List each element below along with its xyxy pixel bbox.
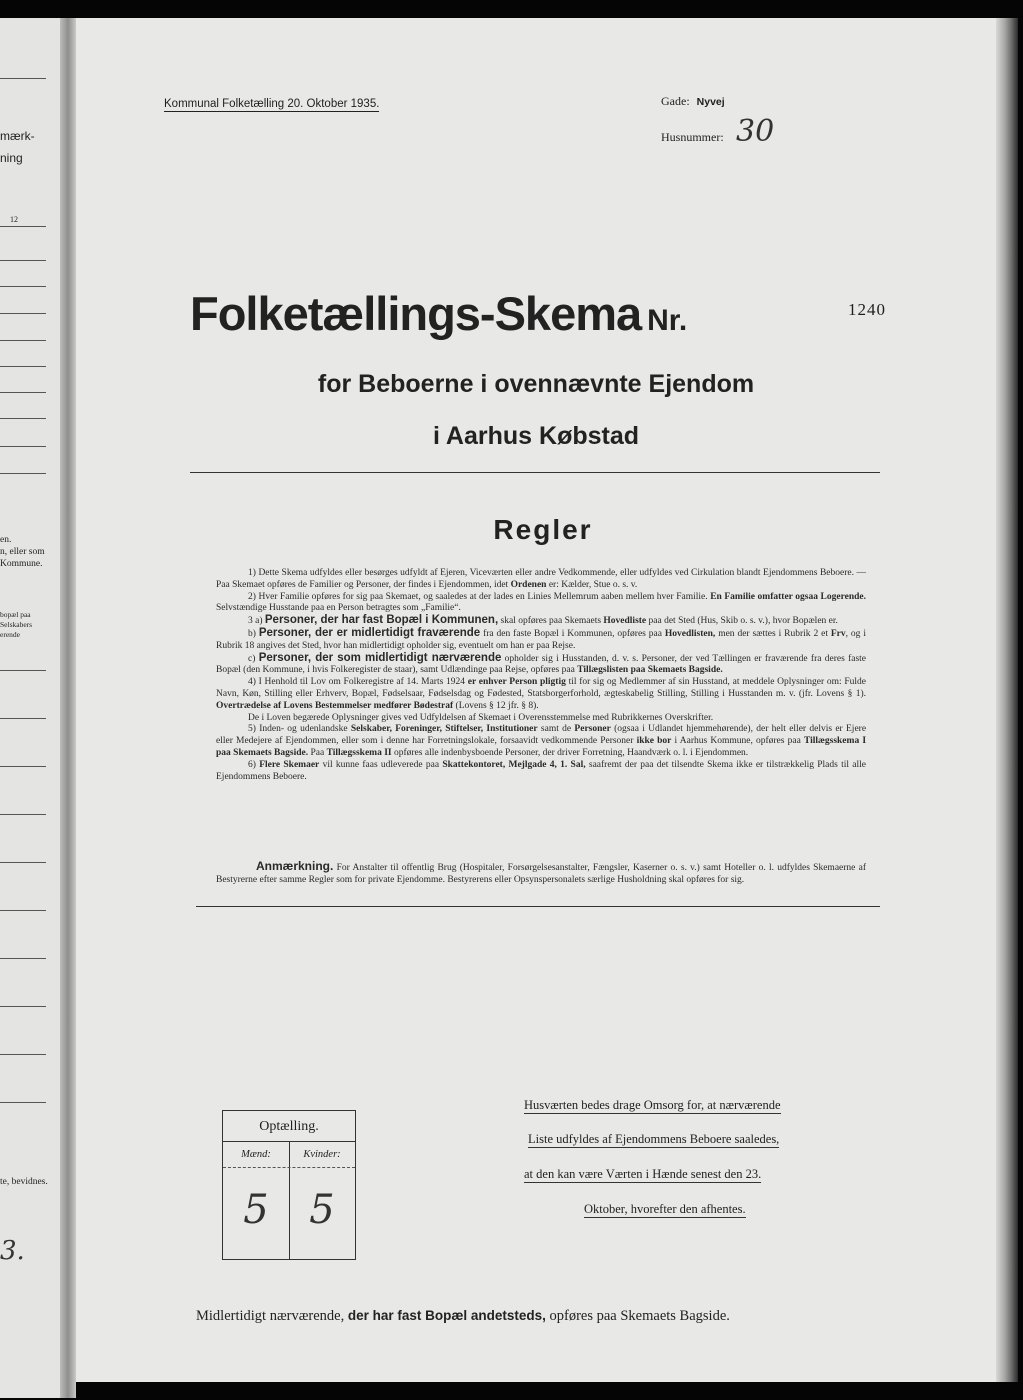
left-rule: [0, 958, 46, 959]
kvinder-value: 5: [309, 1187, 335, 1233]
left-rule: [0, 814, 46, 815]
husnummer-label: Husnummer:: [661, 130, 724, 144]
rule-3c: c) Personer, der som midlertidigt nærværende opholder sig i Husstanden, d. v. s. Personer, der ved Tællingen er fraværende fra deres faste Bopæl (den Kommune, i hvis Folkeregister de staar), samt Udlændinge paa Rejse, opføres paa Tillægslisten paa Skemaets Bagside.: [216, 651, 867, 676]
kvinder-label: Kvinder:: [303, 1149, 341, 1160]
form-subtitle-city: i Aarhus Købstad: [432, 422, 640, 450]
rule-6: 6) Flere Skemaer vil kunne faas udleverede paa Skattekontoret, Mejlgade 4, 1. Sal, saafremt der paa det tilsendte Skema ikke er tilstrækkelig Plads til alle Ejendommens Beboere.: [216, 759, 867, 782]
maend-value: 5: [243, 1187, 269, 1233]
regler-heading: Regler: [493, 514, 593, 545]
left-rule: [0, 446, 46, 447]
left-rule: [0, 1006, 46, 1007]
form-number: 1240: [848, 300, 886, 319]
left-rule: [0, 226, 46, 227]
gade-label: Gade:: [661, 94, 690, 108]
left-rule: [0, 910, 46, 911]
census-header-text: Kommunal Folketælling 20. Oktober 1935.: [164, 98, 380, 110]
left-rule: [0, 313, 46, 314]
census-form-page: [76, 18, 996, 1382]
form-title: [190, 286, 687, 341]
form-subtitle: for Beboerne i ovennævnte Ejendom: [317, 370, 755, 398]
page-stack-edge: [996, 18, 1018, 1382]
rule-3b: b) Personer, der er midlertidigt fraværende fra den faste Bopæl i Kommunen, opføres paa Hovedlisten, men der sættes i Rubrik 2 et Frv, og i Rubrik 18 angives det Sted, hvor han midlertidigt opholder sig, eventuelt om han er paa Rejse.: [216, 626, 866, 651]
anmaerkning-label: Anmærkning.: [256, 859, 334, 873]
left-rule: [0, 418, 46, 419]
left-rule: [0, 1102, 46, 1103]
left-rule: [0, 340, 46, 341]
footer-note: [196, 1308, 730, 1325]
left-rule: [0, 286, 46, 287]
divider: [196, 906, 880, 907]
optaelling-box: [222, 1110, 356, 1260]
left-rule: [0, 366, 46, 367]
rule-1: 1) Dette Skema udfyldes eller besørges udfyldt af Ejeren, Viceværten eller andre Vedkommende, eller udfyldes ved Cirkulation blandt Ejendommens Beboere. — Paa Skemaet opføres de Familier og Personer, der findes i Ejendommen, idet Ordenen er: Kælder, Stue o. s. v.: [216, 568, 866, 590]
optaelling-separator: [223, 1167, 355, 1168]
notice-line: Liste udfyldes af Ejendommens Beboere saaledes,: [528, 1132, 780, 1146]
form-title-nr-label: Nr.: [647, 304, 688, 337]
notice-line: Husværten bedes drage Omsorg for, at nærværende: [524, 1098, 781, 1112]
footer-post: opføres paa Skemaets Bagside.: [549, 1308, 730, 1324]
divider: [190, 472, 880, 473]
left-fragment: 3.: [0, 1236, 25, 1266]
census-header: [164, 98, 379, 110]
footer-pre: Midlertidigt nærværende,: [196, 1308, 345, 1324]
left-page-fragment: [0, 18, 60, 1398]
notice-line: Oktober, hvorefter den afhentes.: [584, 1202, 746, 1216]
left-fragment: n, eller som: [0, 547, 45, 557]
left-fragment: en.: [0, 535, 12, 545]
left-fragment: te, bevidnes.: [0, 1177, 48, 1187]
left-fragment: bopæl paa: [0, 610, 31, 619]
anmaerkning-text: For Anstalter til offentlig Brug (Hospitaler, Forsørgelsesanstalter, Fængsler, Kaserner o. s. v.) samt Hoteller o. l. udfyldes Skemaerne af Bestyrerne efter samme Regler som for private Ejendomme. Bestyrerens eller Opsynspersonalets særlige Husholdning skal opføres for sig.: [216, 863, 866, 885]
left-rule: [0, 718, 46, 719]
left-rule: [0, 392, 46, 393]
left-rule: [0, 1054, 46, 1055]
rule-2: 2) Hver Familie opføres for sig paa Skemaet, og saaledes at der lades en Linies Mellemrum aaben mellem hver Familie. En Familie omfatter ogsaa Logerende. Selvstændige Husstande paa en Person betragtes som „Familie“.: [216, 591, 866, 614]
gade-value: Nyvej: [696, 96, 725, 108]
optaelling-title: Optælling.: [223, 1111, 355, 1142]
left-fragment: 12: [10, 215, 18, 224]
left-rule: [0, 260, 46, 261]
rule-3a: 3 a) Personer, der har fast Bopæl i Kommunen, skal opføres paa Skemaets Hovedliste paa det Sted (Hus, Skib o. s. v.), hvor Bopælen er.: [248, 614, 838, 627]
left-rule: [0, 766, 46, 767]
book-gutter: [60, 18, 76, 1398]
rule-5: 5) Inden- og udenlandske Selskaber, Foreninger, Stiftelser, Institutioner samt de Personer (ogsaa i Udlandet hjemmehørende), der helt eller delvis er Ejere eller Medejere af Ejendommen, eller som i denne har Forretningslokale, forsaavidt vedkommende Personer ikke bor i Aarhus Kommune, opføres paa Tillægsskema I paa Skemaets Bagside. Paa Tillægsskema II opføres alle indenbysboende Personer, der driver Forretning, Haandværk o. l. i Ejendommen.: [216, 724, 867, 758]
left-rule: [0, 862, 46, 863]
left-rule: [0, 473, 46, 474]
left-rule: [0, 670, 46, 671]
maend-label: Mænd:: [241, 1149, 271, 1160]
rule-4-continued: De i Loven begærede Oplysninger gives ved Udfyldelsen af Skemaet i Overensstemmelse med Rubrikkernes Overskrifter.: [248, 712, 714, 723]
footer-bold: der har fast Bopæl andetsteds,: [347, 1308, 546, 1323]
husnummer-value: 30: [736, 114, 775, 149]
notice-line: at den kan være Værten i Hænde senest den 23.: [524, 1167, 762, 1181]
rule-4: 4) I Henhold til Lov om Folkeregistre af 14. Marts 1924 er enhver Person pligtig til for sig og Medlemmer af sin Husstand, at meddele Oplysninger om: Fulde Navn, Køn, Stilling eller Erhverv, Bopæl, Fødselsaar, Fødselsdag og Fødested, Statsborgerforhold, ægteskabelig Stilling, Stilling i Husstanden m. v. (jfr. Lovens § 1). Overtrædelse af Lovens Bestemmelser medfører Bødestraf (Lovens § 12 jfr. § 8).: [216, 677, 867, 711]
form-title-main: Folketællings-Skema: [190, 287, 642, 340]
anmaerkning: [216, 860, 866, 886]
gade-field: [661, 94, 725, 109]
left-fragment: Selskabers: [0, 620, 33, 629]
husnummer-field: [661, 130, 724, 145]
left-fragment: mærk-: [0, 129, 35, 143]
left-rule: [0, 78, 46, 79]
left-fragment: ning: [0, 151, 23, 165]
left-fragment: erende: [0, 630, 20, 639]
rules-text: [216, 568, 866, 783]
left-fragment: Kommune.: [0, 559, 43, 569]
